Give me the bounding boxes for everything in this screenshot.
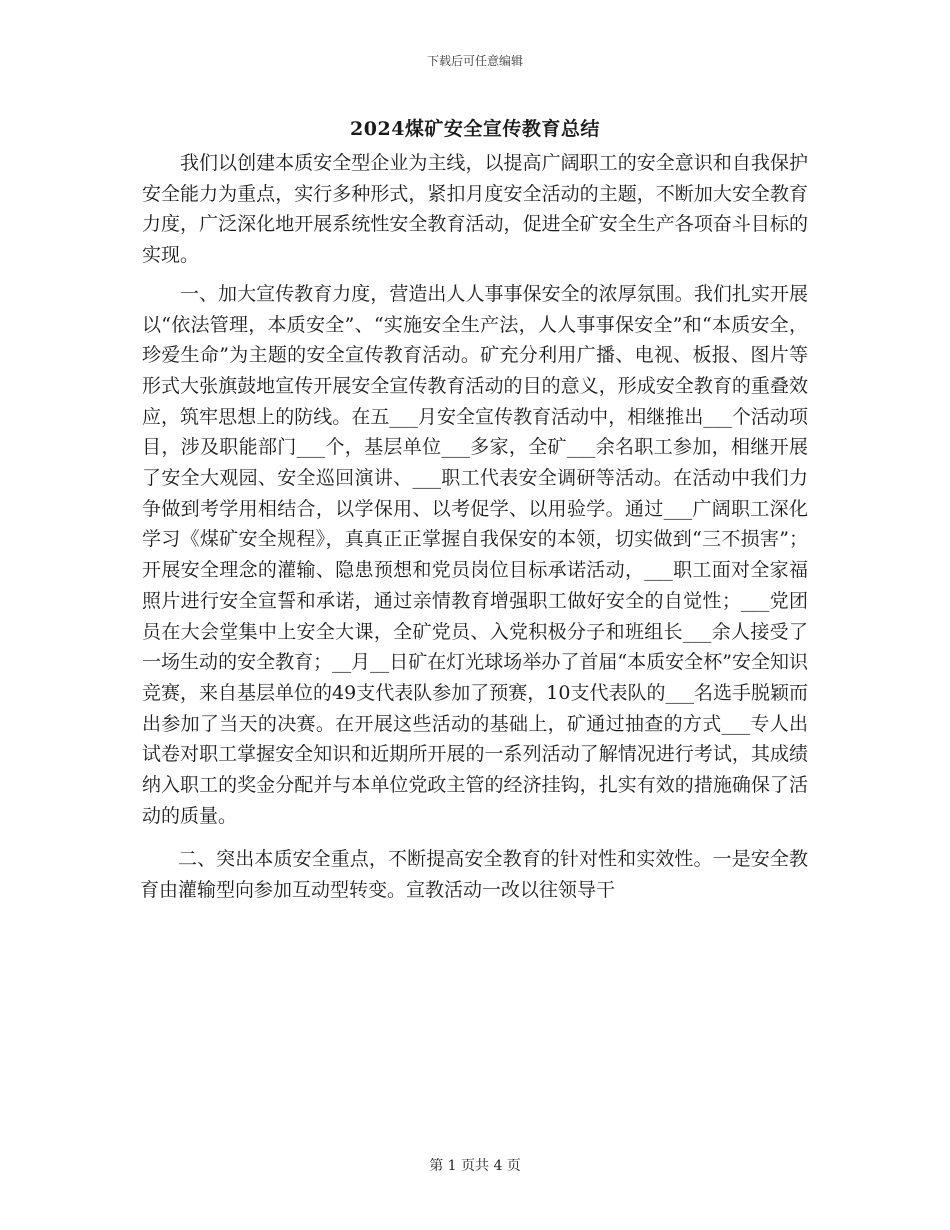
document-body: [142, 148, 808, 906]
page-number: 第 1 页共 4 页: [429, 1158, 521, 1174]
download-note: 下载后可任意编辑: [426, 54, 523, 68]
paragraph-section-two: 二、突出本质安全重点，不断提高安全教育的针对性和实效性。一是安全教育由灌输型向参加互动型转变。宣教活动一改以往领导干: [140, 848, 808, 902]
paragraph-intro: 我们以创建本质安全型企业为主线，以提高广阔职工的安全意识和自我保护安全能力为重点，实行多种形式，紧扣月度安全活动的主题，不断加大安全教育力度，广泛深化地开展系统性安全教育活动，促进全矿安全生产各项奋斗目标的实现。: [142, 152, 808, 267]
document-title: 2024煤矿安全宣传教育总结: [350, 118, 600, 140]
paragraph-section-one: 一、加大宣传教育力度，营造出人人事事保安全的浓厚氛围。我们扎实开展以“依法管理，本质安全”、“实施安全生产法，人人事事保安全”和“本质安全，珍爱生命”为主题的安全宣传教育活动。矿充分利用广播、电视、板报、图片等形式大张旗鼓地宣传开展安全宣传教育活动的目的意义，形成安全教育的重叠效应，筑牢思想上的防线。在五___月安全宣传教育活动中，相继推出___个活动项目，涉及职能部门___个，基层单位___多家，全矿___余名职工参加，相继开展了安全大观园、安全巡回演讲、___职工代表安全调研等活动。在活动中我们力争做到考学用相结合，以学保用、以考促学、以用验学。通过___广阔职工深化学习《煤矿安全规程》，真真正正掌握自我保安的本领，切实做到“三不损害”；开展安全理念的灌输、隐患预想和党员岗位目标承诺活动，___职工面对全家福照片进行安全宣誓和承诺，通过亲情教育增强职工做好安全的自觉性；___党团员在大会堂集中上安全大课，全矿党员、入党积极分子和班组长___余人接受了一场生动的安全教育；__月__日矿在灯光球场举办了首届“本质安全杯”安全知识竞赛，来自基层单位的49支代表队参加了预赛，10支代表队的___名选手脱颖而出参加了当天的决赛。在开展这些活动的基础上，矿通过抽查的方式___专人出试卷对职工掌握安全知识和近期所开展的一系列活动了解情况进行考试，其成绩纳入职工的奖金分配并与本单位党政主管的经济挂钩，扎实有效的措施确保了活动的质量。: [142, 282, 808, 827]
